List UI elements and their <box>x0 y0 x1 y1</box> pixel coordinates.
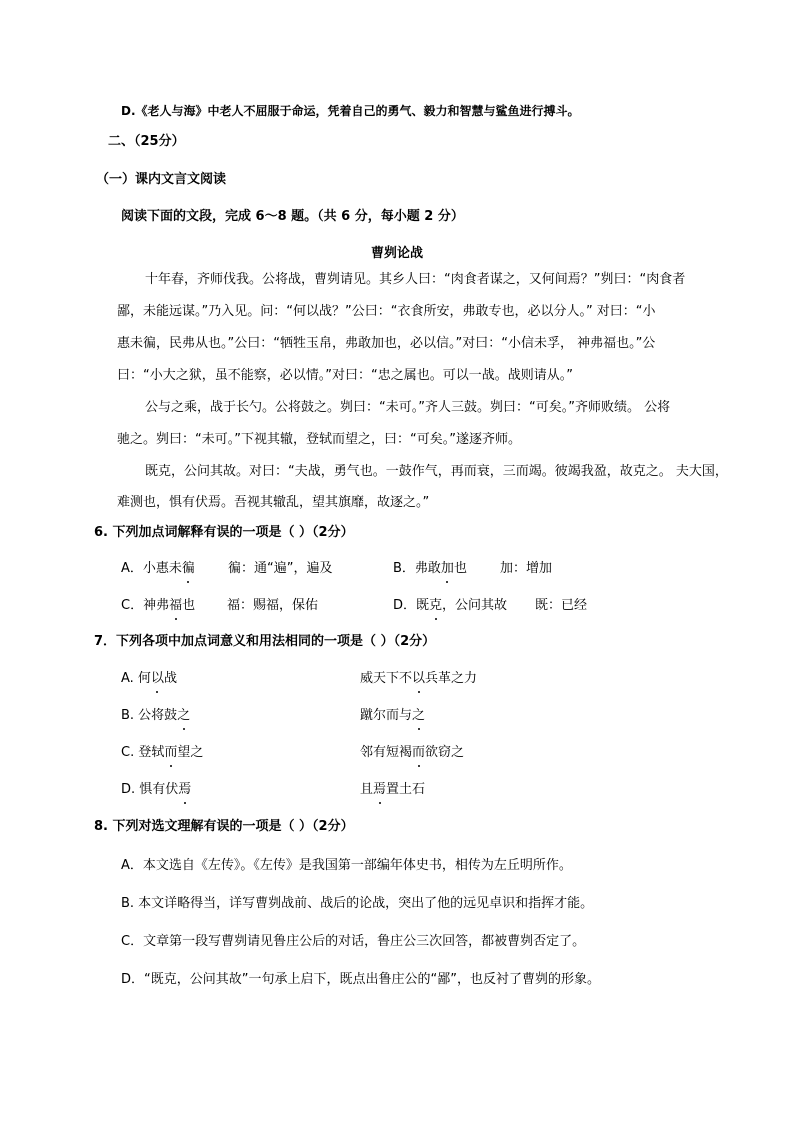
q6-option-d-dotted: 克 <box>429 598 443 613</box>
q6-option-b-dotted: 加 <box>440 561 454 576</box>
q7-c-left-dotted: 而 <box>164 745 178 760</box>
q7-option-d-right <box>360 781 425 799</box>
passage-line: 鄙，未能远谋。”乃入见。问：“何以战？”公曰：“衣食所安，弗敢专也，必以分人。” 对曰：“小 <box>117 304 656 319</box>
passage-line: 十年春，齐师伐我。公将战，曹刿请见。其乡人曰：“肉食者谋之，又何间焉？”刿曰：“肉食者 <box>145 272 686 287</box>
q8-option-c[interactable]: C．文章第一段写曹刿请见鲁庄公后的对话，鲁庄公三次回答，都被曹刿否定了。 <box>121 934 586 949</box>
q7-d-left-text: D. 惧有伏 <box>121 782 179 797</box>
option-d-previous: D.《老人与海》中老人不屈服于命运，凭着自己的勇气、毅力和智慧与鲨鱼进行搏斗。 <box>121 104 580 118</box>
passage-line: 曰：“小大之狱，虽不能察，必以情。”对曰：“忠之属也。可以一战。战则请从。” <box>117 368 573 383</box>
q6-option-c[interactable] <box>121 597 195 615</box>
question-6-stem: 6. 下列加点词解释有误的一项是（ ）（2分） <box>94 525 354 540</box>
q7-b-left-dotted: 之 <box>177 708 191 723</box>
q6-option-a-gloss: 徧：通“遍”，遍及 <box>228 561 333 576</box>
q6-option-d[interactable] <box>393 597 507 615</box>
q7-b-right-dotted: 之 <box>412 708 426 723</box>
q7-b-right-text: 蹴尔而与 <box>360 708 413 723</box>
q8-option-a[interactable]: A．本文选自《左传》。《左传》是我国第一部编年体史书，相传为左丘明所作。 <box>121 858 572 873</box>
q7-a-right-dotted: 以 <box>412 671 426 686</box>
q7-c-left-text: C. 登轼 <box>121 745 165 760</box>
passage-title: 曹刿论战 <box>370 246 423 261</box>
q7-option-b-right <box>360 707 425 725</box>
q8-option-b[interactable]: B. 本文详略得当，详写曹刿战前、战后的论战，突出了他的远见卓识和指挥才能。 <box>121 896 594 911</box>
q7-d-left-dotted: 焉 <box>178 782 192 797</box>
q7-d-right-tail: 置土石 <box>386 782 426 797</box>
passage-line: 惠未徧，民弗从也。”公曰：“牺牲玉帛，弗敢加也，必以信。”对曰：“小信未孚， 神弗福也。”公 <box>117 336 656 351</box>
q7-option-c-right <box>360 744 464 762</box>
q7-c-right-text: 邻有短褐 <box>360 745 413 760</box>
q6-option-b[interactable] <box>393 560 467 578</box>
q6-option-c-gloss: 福：赐福，保佑 <box>227 598 319 613</box>
q7-a-right-text: 威天下不 <box>360 671 413 686</box>
q6-option-d-gloss: 既：已经 <box>535 598 588 613</box>
q6-option-b-text: B．弗敢 <box>393 561 441 576</box>
section-two-heading: 二、（25分） <box>108 134 185 149</box>
q7-option-d[interactable] <box>121 781 191 799</box>
q7-option-a-right <box>360 670 477 688</box>
q7-a-left-tail: 战 <box>163 671 177 686</box>
q6-option-b-gloss: 加：增加 <box>500 561 553 576</box>
question-8-stem: 8. 下列对选文理解有误的一项是（ ）（2分） <box>94 819 354 834</box>
passage-line: 驰之。刿曰：“未可。”下视其辙，登轼而望之，曰：“可矣。”遂逐齐师。 <box>117 432 521 447</box>
passage-line: 既克，公问其故。对曰：“夫战，勇气也。一鼓作气，再而衰，三而竭。彼竭我盈，故克之。 夫大国， <box>145 464 728 479</box>
q7-option-a[interactable] <box>121 670 177 688</box>
q6-option-c-tail: 也 <box>182 598 196 613</box>
q6-option-d-text: D．既 <box>393 598 430 613</box>
q8-option-d[interactable]: D．“既克，公问其故”一句承上启下，既点出鲁庄公的“鄙”，也反衬了曹刿的形象。 <box>121 972 600 987</box>
q7-c-right-dotted: 而 <box>412 745 426 760</box>
q6-option-d-tail: ，公问其故 <box>442 598 508 613</box>
q6-option-b-tail: 也 <box>453 561 467 576</box>
q7-c-right-tail: 欲窃之 <box>425 745 465 760</box>
q7-option-b[interactable] <box>121 707 190 725</box>
reading-instruction: 阅读下面的文段，完成 6～8 题。（共 6 分，每小题 2 分） <box>121 209 464 224</box>
q7-d-right-dotted: 焉 <box>373 782 387 797</box>
q6-option-c-dotted: 福 <box>169 598 183 613</box>
q7-a-left-dotted: 以 <box>150 671 164 686</box>
q6-option-a[interactable] <box>121 560 195 578</box>
q7-option-c[interactable] <box>121 744 203 762</box>
q7-c-left-tail: 望之 <box>177 745 204 760</box>
q6-option-a-dotted: 徧 <box>181 561 195 576</box>
q7-a-right-tail: 兵革之力 <box>425 671 478 686</box>
q6-option-a-text: A．小惠未 <box>121 561 182 576</box>
section-one-heading: （一）课内文言文阅读 <box>96 172 227 187</box>
q7-a-left-text: A. 何 <box>121 671 151 686</box>
question-7-stem: 7．下列各项中加点词意义和用法相同的一项是（ ）（2分） <box>94 634 436 649</box>
q7-b-left-text: B. 公将鼓 <box>121 708 178 723</box>
q7-d-right-text: 且 <box>360 782 374 797</box>
q6-option-c-text: C．神弗 <box>121 598 170 613</box>
passage-line: 难测也，惧有伏焉。吾视其辙乱，望其旗靡，故逐之。” <box>117 495 430 510</box>
passage-line: 公与之乘，战于长勺。公将鼓之。刿曰：“未可。”齐人三鼓。刿曰：“可矣。”齐师败绩。 公将 <box>145 400 671 415</box>
